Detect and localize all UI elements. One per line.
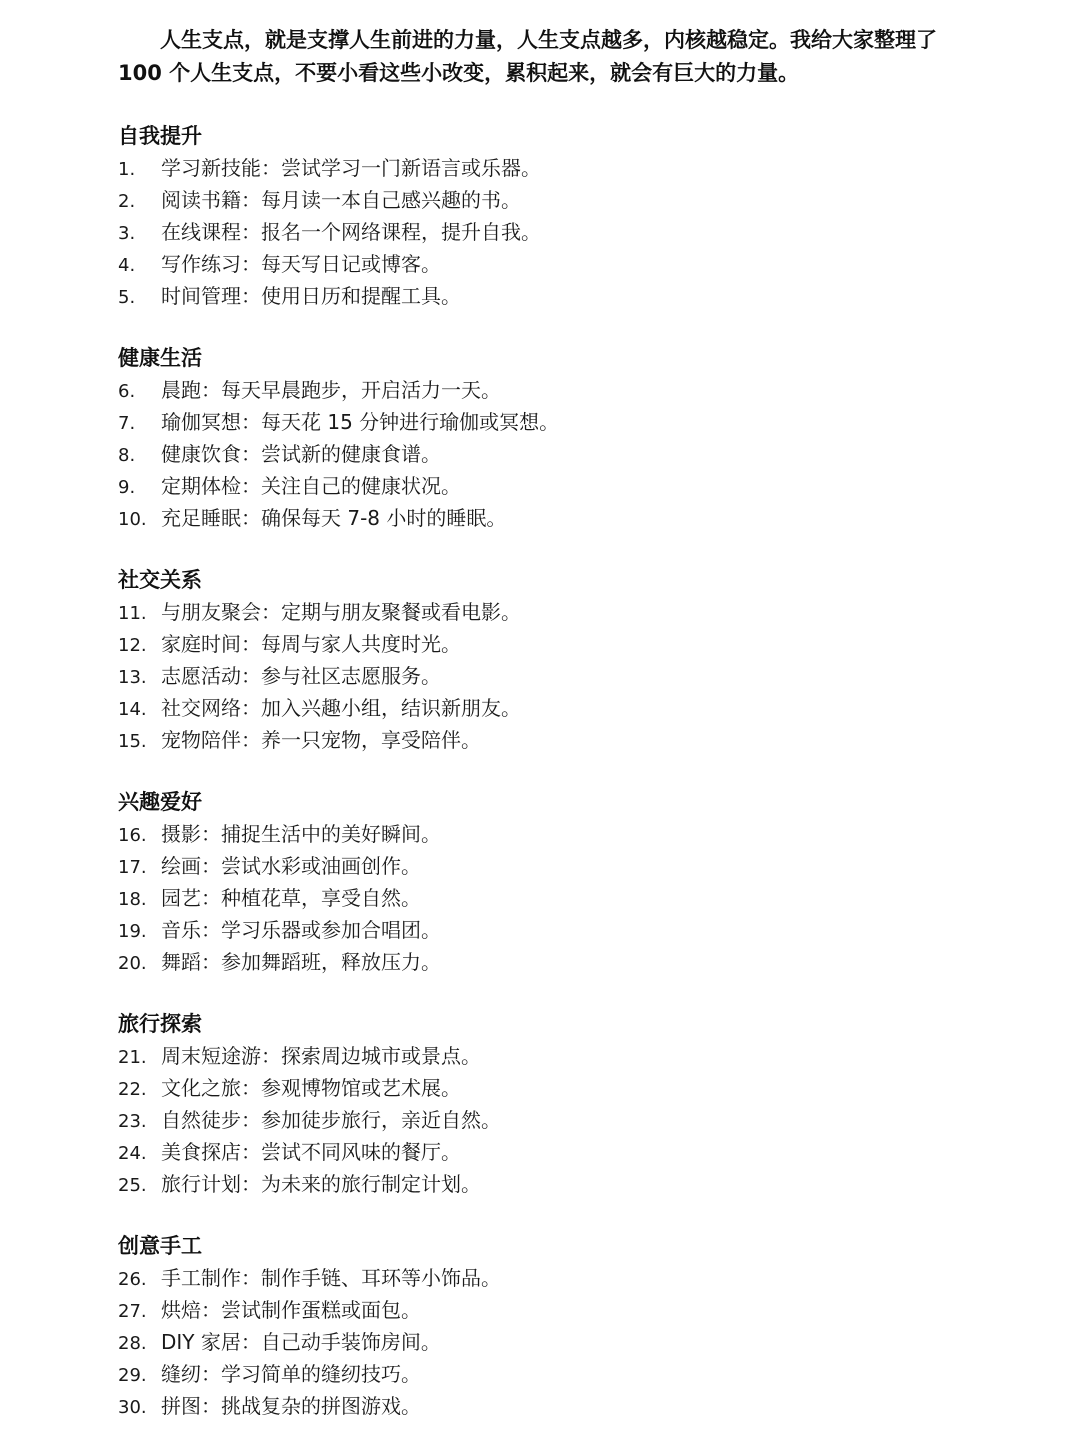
- list-item: [118, 882, 978, 914]
- item-number: 26.: [118, 1269, 147, 1290]
- intro-paragraph: [118, 24, 980, 90]
- section-social-relations: [118, 564, 978, 786]
- item-number: 8.: [118, 445, 136, 466]
- list-item: [118, 406, 978, 438]
- item-text: 烘焙：尝试制作蛋糕或面包。: [161, 1298, 421, 1322]
- section-self-improvement: [118, 120, 978, 342]
- list-item: [118, 1104, 978, 1136]
- item-number: 29.: [118, 1365, 147, 1386]
- list-item: [118, 914, 978, 946]
- item-number: 1.: [118, 159, 136, 180]
- section-title: 创意手工: [118, 1234, 202, 1258]
- item-number: 11.: [118, 603, 147, 624]
- item-number: 14.: [118, 699, 147, 720]
- list-item: [118, 818, 978, 850]
- item-number: 17.: [118, 857, 147, 878]
- item-number: 12.: [118, 635, 147, 656]
- item-text: 与朋友聚会：定期与朋友聚餐或看电影。: [161, 600, 521, 624]
- item-text: 拼图：挑战复杂的拼图游戏。: [161, 1394, 421, 1418]
- item-number: 19.: [118, 921, 147, 942]
- item-number: 16.: [118, 825, 147, 846]
- item-text: 绘画：尝试水彩或油画创作。: [161, 854, 421, 878]
- section-crafts: [118, 1230, 978, 1452]
- item-number: 21.: [118, 1047, 147, 1068]
- list-item: [118, 216, 978, 248]
- item-text: 美食探店：尝试不同风味的餐厅。: [161, 1140, 461, 1164]
- item-text: 旅行计划：为未来的旅行制定计划。: [161, 1172, 481, 1196]
- section-title: 旅行探索: [118, 1012, 202, 1036]
- item-text: 阅读书籍：每月读一本自己感兴趣的书。: [161, 188, 521, 212]
- section-travel: [118, 1008, 978, 1230]
- list-item: [118, 1136, 978, 1168]
- item-text: 定期体检：关注自己的健康状况。: [161, 474, 461, 498]
- item-number: 27.: [118, 1301, 147, 1322]
- item-text: 舞蹈：参加舞蹈班，释放压力。: [161, 950, 441, 974]
- list-item: [118, 470, 978, 502]
- item-number: 20.: [118, 953, 147, 974]
- item-text: 志愿活动：参与社区志愿服务。: [161, 664, 441, 688]
- item-number: 3.: [118, 223, 136, 244]
- item-text: 写作练习：每天写日记或博客。: [161, 252, 441, 276]
- list-item: [118, 1262, 978, 1294]
- item-text: 瑜伽冥想：每天花 15 分钟进行瑜伽或冥想。: [161, 410, 560, 434]
- item-number: 30.: [118, 1397, 147, 1418]
- item-text: 手工制作：制作手链、耳环等小饰品。: [161, 1266, 501, 1290]
- item-text: 文化之旅：参观博物馆或艺术展。: [161, 1076, 461, 1100]
- item-number: 25.: [118, 1175, 147, 1196]
- item-number: 10.: [118, 509, 147, 530]
- list-item: [118, 1294, 978, 1326]
- list-item: [118, 1040, 978, 1072]
- item-number: 23.: [118, 1111, 147, 1132]
- item-text: 充足睡眠：确保每天 7-8 小时的睡眠。: [161, 506, 507, 530]
- item-number: 9.: [118, 477, 136, 498]
- item-text: 摄影：捕捉生活中的美好瞬间。: [161, 822, 441, 846]
- item-number: 22.: [118, 1079, 147, 1100]
- section-healthy-living: [118, 342, 978, 564]
- item-text: 在线课程：报名一个网络课程，提升自我。: [161, 220, 541, 244]
- list-item: [118, 280, 978, 312]
- list-item: [118, 438, 978, 470]
- section-title: 兴趣爱好: [118, 790, 202, 814]
- sections-list: [118, 120, 978, 1452]
- item-number: 13.: [118, 667, 147, 688]
- section-hobbies: [118, 786, 978, 1008]
- item-number: 28.: [118, 1333, 147, 1354]
- list-item: [118, 152, 978, 184]
- item-text: 周末短途游：探索周边城市或景点。: [161, 1044, 481, 1068]
- item-text: 缝纫：学习简单的缝纫技巧。: [161, 1362, 421, 1386]
- item-text: 学习新技能：尝试学习一门新语言或乐器。: [161, 156, 541, 180]
- section-title: 健康生活: [118, 346, 202, 370]
- item-number: 15.: [118, 731, 147, 752]
- list-item: [118, 660, 978, 692]
- item-number: 7.: [118, 413, 136, 434]
- list-item: [118, 946, 978, 978]
- item-number: 5.: [118, 287, 136, 308]
- list-item: [118, 1072, 978, 1104]
- section-title: 社交关系: [118, 568, 202, 592]
- item-number: 4.: [118, 255, 136, 276]
- item-text: 时间管理：使用日历和提醒工具。: [161, 284, 461, 308]
- list-item: [118, 502, 978, 534]
- item-number: 18.: [118, 889, 147, 910]
- list-item: [118, 184, 978, 216]
- item-number: 24.: [118, 1143, 147, 1164]
- list-item: [118, 850, 978, 882]
- list-item: [118, 1168, 978, 1200]
- list-item: [118, 1358, 978, 1390]
- list-item: [118, 628, 978, 660]
- list-item: [118, 692, 978, 724]
- item-text: 健康饮食：尝试新的健康食谱。: [161, 442, 441, 466]
- intro-line-1: 人生支点，就是支撑人生前进的力量，人生支点越多，内核越稳定。我给大家整理了: [160, 28, 937, 52]
- list-item: [118, 374, 978, 406]
- list-item: [118, 248, 978, 280]
- item-text: 社交网络：加入兴趣小组，结识新朋友。: [161, 696, 521, 720]
- item-text: 音乐：学习乐器或参加合唱团。: [161, 918, 441, 942]
- item-text: 自然徒步：参加徒步旅行，亲近自然。: [161, 1108, 501, 1132]
- list-item: [118, 724, 978, 756]
- list-item: [118, 1326, 978, 1358]
- intro-line-2: 100 个人生支点，不要小看这些小改变，累积起来，就会有巨大的力量。: [118, 61, 800, 85]
- item-text: 园艺：种植花草，享受自然。: [161, 886, 421, 910]
- list-item: [118, 1390, 978, 1422]
- item-text: DIY 家居：自己动手装饰房间。: [161, 1330, 441, 1354]
- list-item: [118, 596, 978, 628]
- item-number: 6.: [118, 381, 136, 402]
- item-text: 晨跑：每天早晨跑步，开启活力一天。: [161, 378, 501, 402]
- item-text: 家庭时间：每周与家人共度时光。: [161, 632, 461, 656]
- section-title: 自我提升: [118, 124, 202, 148]
- item-number: 2.: [118, 191, 136, 212]
- item-text: 宠物陪伴：养一只宠物，享受陪伴。: [161, 728, 481, 752]
